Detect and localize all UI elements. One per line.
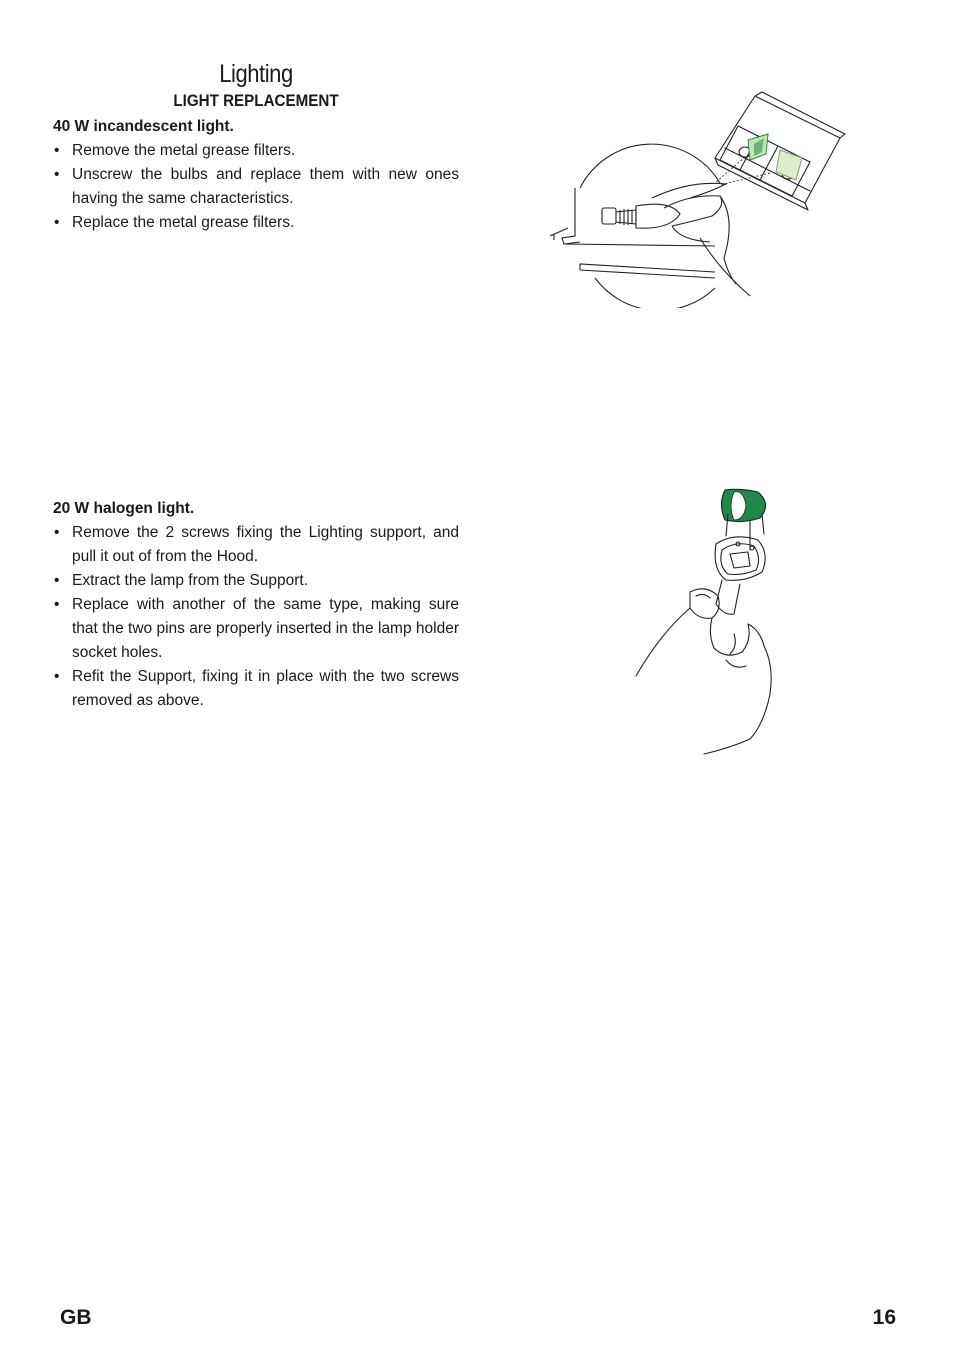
incandescent-bulb-illustration: [540, 88, 850, 308]
list-item: [53, 163, 459, 211]
bullet-glyph: •: [54, 166, 60, 183]
halogen-lamp-illustration: [630, 484, 780, 764]
step-text: Remove the 2 screws fixing the Lighting support, and pull it out of from the Hood.: [72, 524, 459, 565]
list-item: [53, 139, 459, 163]
step-text: Remove the metal grease filters.: [72, 142, 296, 159]
step-text: Replace the metal grease filters.: [72, 214, 295, 231]
bullet-glyph: •: [54, 214, 60, 231]
list-item: [53, 593, 459, 665]
list-item: [53, 521, 459, 569]
halogen-heading: 20 W halogen light.: [53, 500, 195, 517]
incandescent-heading: 40 W incandescent light.: [53, 118, 234, 135]
step-text: Unscrew the bulbs and replace them with new ones having the same characteristics.: [72, 166, 459, 207]
footer-language: GB: [60, 1306, 92, 1329]
step-text: Replace with another of the same type, making sure that the two pins are properly inserted in the lamp holder socket holes.: [72, 596, 459, 661]
halogen-section: [53, 497, 459, 713]
bullet-glyph: •: [54, 524, 60, 541]
step-text: Extract the lamp from the Support.: [72, 572, 309, 589]
bullet-glyph: •: [54, 572, 60, 589]
section-heading: LIGHT REPLACEMENT: [173, 92, 339, 110]
list-item: [53, 569, 459, 593]
step-text: Refit the Support, fixing it in place with the two screws removed as above.: [72, 668, 459, 709]
list-item: [53, 665, 459, 713]
page-title: Lighting: [219, 60, 293, 88]
footer-page-number: 16: [872, 1306, 896, 1329]
bullet-glyph: •: [54, 142, 60, 159]
halogen-steps: [53, 521, 459, 713]
incandescent-section: [53, 115, 459, 235]
bullet-glyph: •: [54, 668, 60, 685]
bullet-glyph: •: [54, 596, 60, 613]
list-item: [53, 211, 459, 235]
incandescent-steps: [53, 139, 459, 235]
